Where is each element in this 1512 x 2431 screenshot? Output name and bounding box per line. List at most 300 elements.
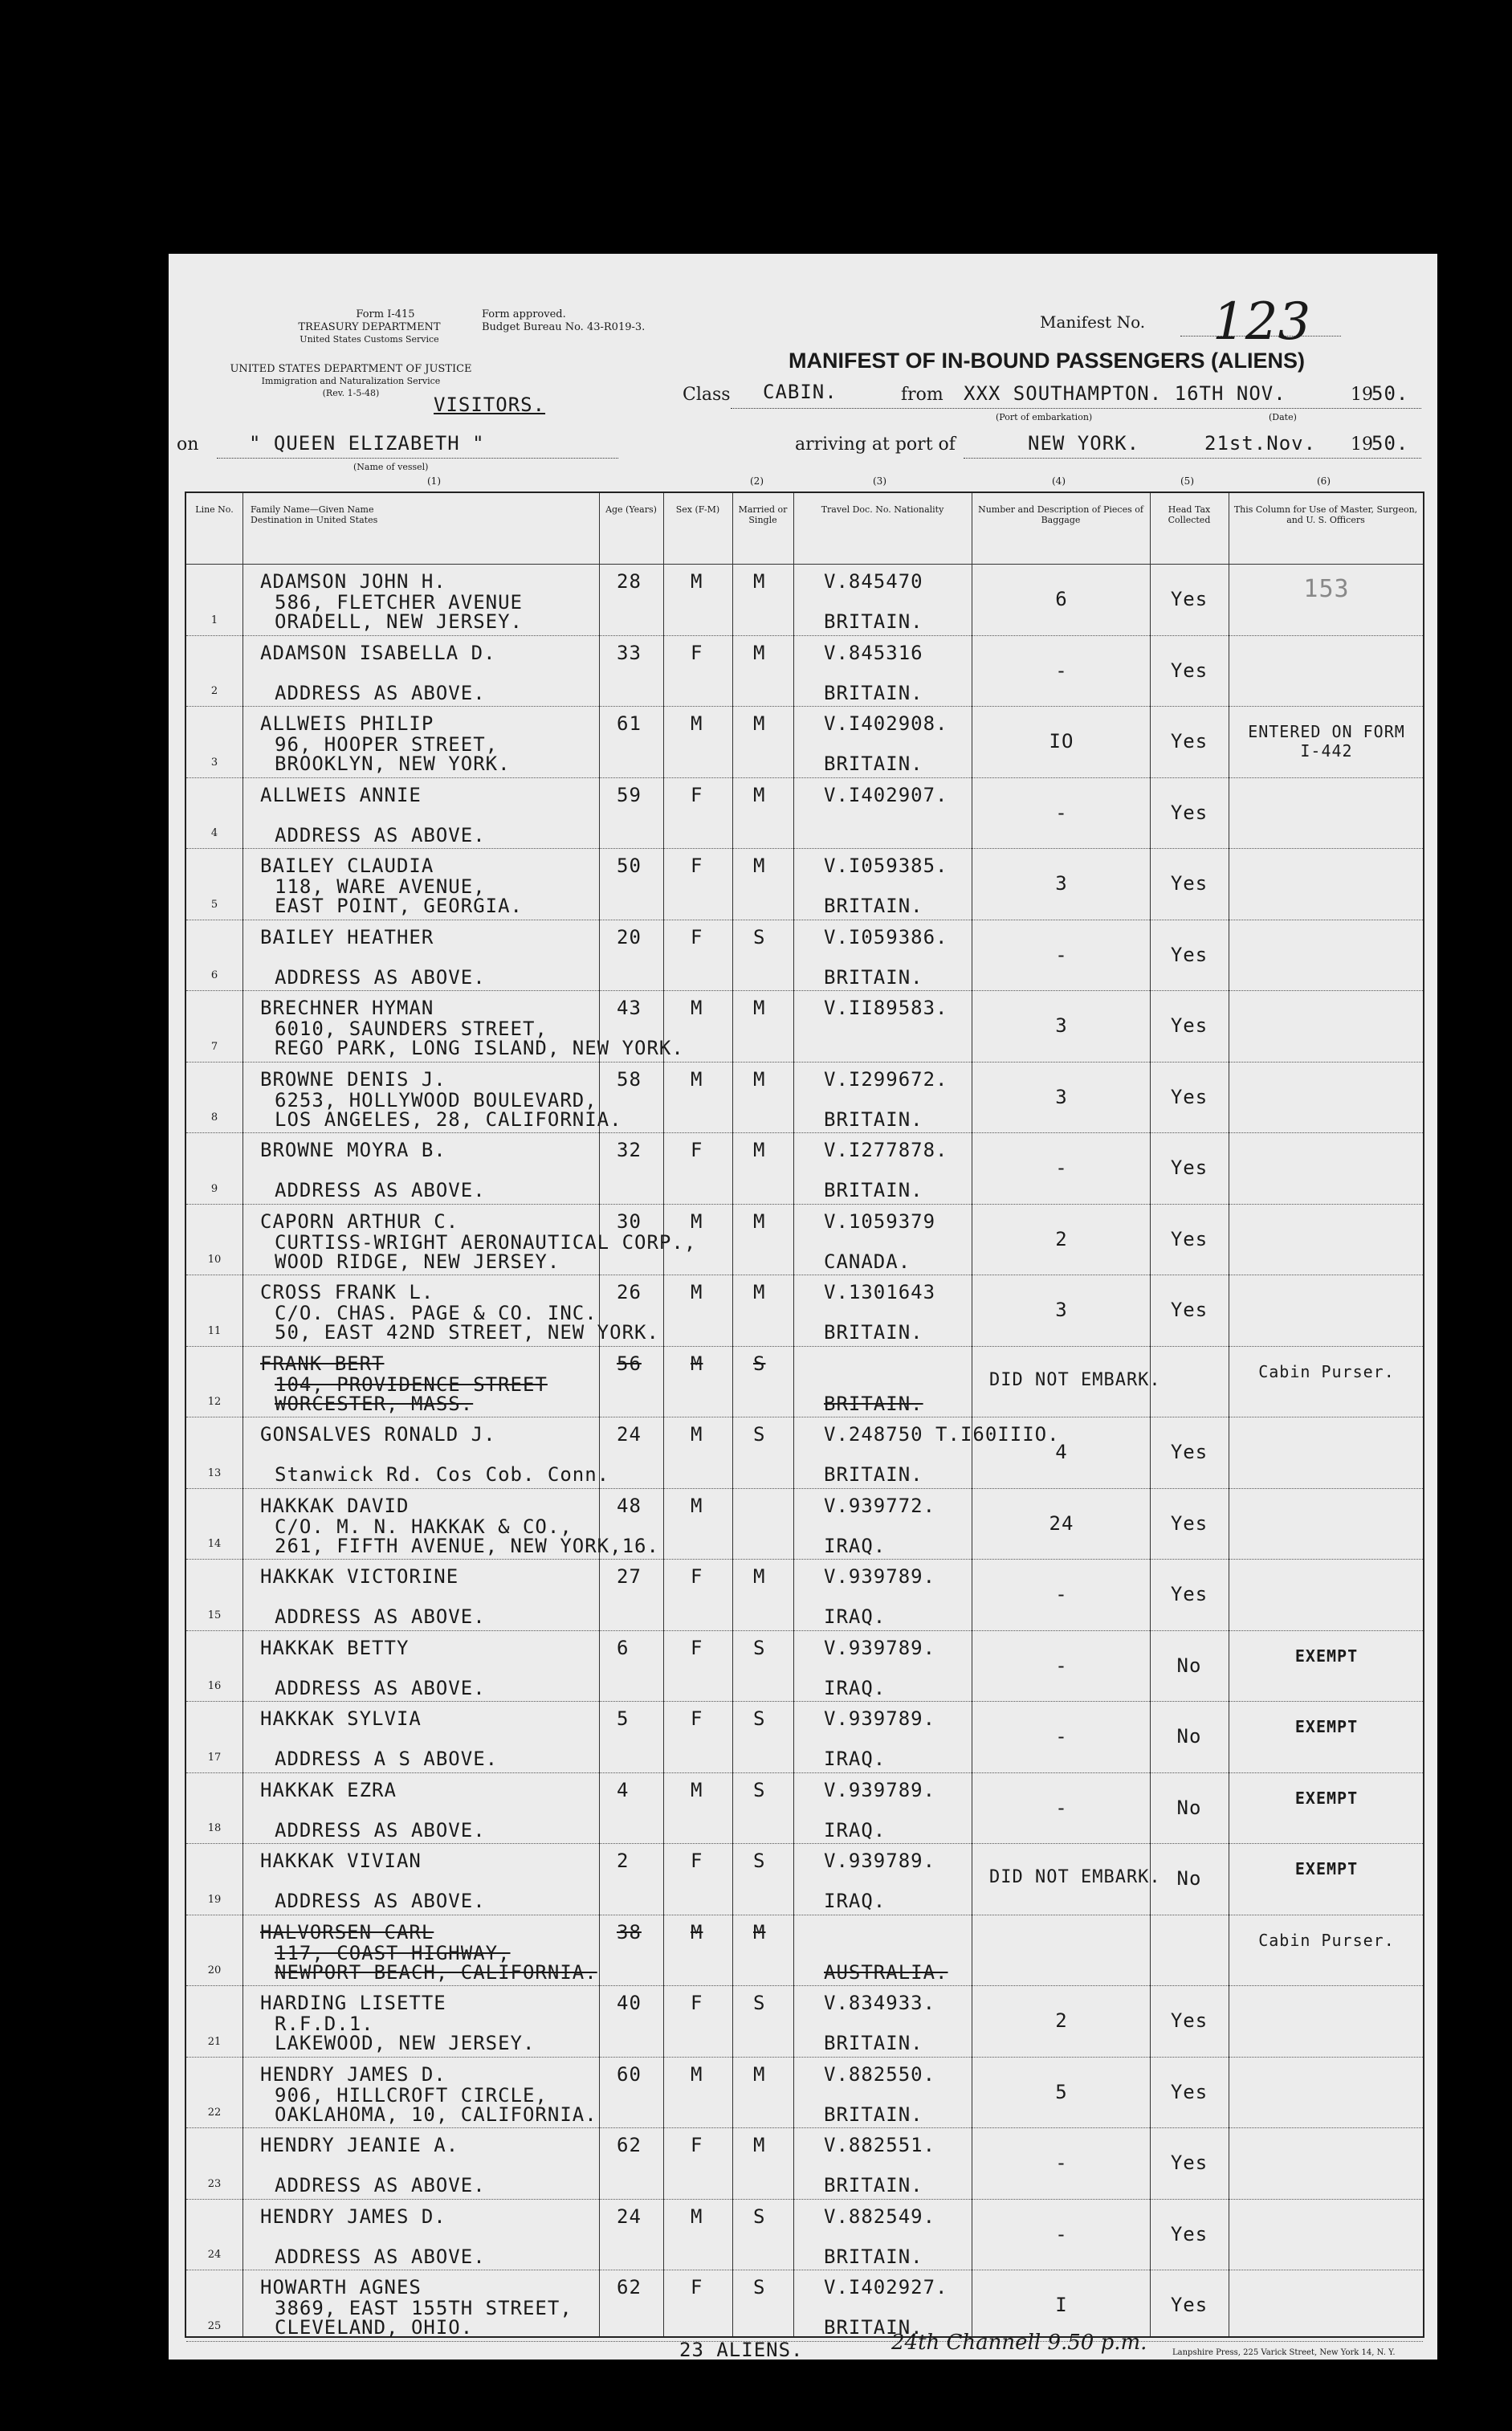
baggage-value: 4 [1055, 1441, 1068, 1463]
class-label: Class [683, 385, 731, 405]
officer-note: EXEMPT [1294, 1717, 1359, 1736]
table-row [186, 990, 1423, 1062]
handwritten-bottom-note: 24th Channell 9.50 p.m. [891, 2331, 1147, 2355]
passenger-name: ALLWEIS PHILIP [260, 712, 434, 735]
head-tax: No [1176, 1867, 1202, 1890]
head-tax: Yes [1170, 1156, 1208, 1179]
sex-value: F [691, 2276, 703, 2298]
sex-value: F [691, 1565, 703, 1588]
passenger-name: ADAMSON ISABELLA D. [260, 641, 496, 664]
sex-value: F [691, 855, 703, 877]
age-value: 24 [617, 2205, 642, 2228]
col-tax: Head Tax Collected [1168, 504, 1211, 525]
address-line2: ADDRESS AS ABOVE. [275, 681, 486, 704]
nationality: BRITAIN. [824, 1179, 923, 1201]
col-age: Age (Years) [605, 504, 657, 515]
officer-note: 153 [1303, 575, 1350, 603]
baggage-value: 3 [1055, 1014, 1068, 1037]
address-line2: ADDRESS A S ABOVE. [275, 1748, 499, 1770]
line-number: 21 [207, 2035, 222, 2048]
marital-status: M [753, 641, 766, 664]
head-tax: Yes [1170, 1227, 1208, 1250]
head-tax: Yes [1170, 1014, 1208, 1037]
baggage-value: 24 [1049, 1511, 1074, 1535]
dept-ins: Immigration and Naturalization Service [261, 376, 441, 386]
nationality: BRITAIN. [824, 610, 923, 633]
officer-note: EXEMPT [1294, 1859, 1359, 1878]
address-line2: ADDRESS AS ABOVE. [275, 1818, 486, 1842]
table-row [186, 1062, 1423, 1133]
head-tax: No [1176, 1796, 1202, 1819]
age-value: 6 [617, 1636, 630, 1659]
address-line1: 118, WARE AVENUE, [275, 875, 486, 898]
nationality: BRITAIN. [824, 895, 923, 917]
marital-status: M [753, 2134, 766, 2156]
travel-doc: V.I277878. [824, 1139, 948, 1161]
marital-status: S [753, 1707, 766, 1730]
nationality: BRITAIN. [824, 2032, 923, 2054]
table-row [186, 1204, 1423, 1275]
baggage-value: - [1055, 2222, 1068, 2245]
address-line2: REGO PARK, LONG ISLAND, NEW YORK. [275, 1037, 684, 1059]
passenger-table [185, 475, 1424, 2339]
baggage-value: - [1055, 1156, 1068, 1179]
head-tax: Yes [1170, 2080, 1208, 2103]
officer-note: Cabin Purser. [1258, 1930, 1395, 1950]
col-num: (4) [1052, 475, 1066, 487]
table-row [186, 2057, 1423, 2128]
head-tax: No [1176, 1654, 1202, 1677]
baggage-value: DID NOT EMBARK. [989, 1369, 1161, 1390]
baggage-value: - [1055, 943, 1068, 966]
marital-status: S [753, 925, 766, 948]
travel-doc: V.I059385. [824, 855, 948, 877]
age-value: 2 [617, 1850, 630, 1872]
passenger-name: BROWNE MOYRA B. [260, 1139, 446, 1161]
line-number: 13 [207, 1466, 222, 1479]
passenger-name: ADAMSON JOHN H. [260, 570, 446, 593]
col-num: (1) [427, 475, 441, 487]
travel-doc: V.248750 T.I60IIIO. [824, 1423, 1060, 1446]
col-sex: Sex (F-M) [675, 504, 720, 515]
baggage-value: 3 [1055, 872, 1068, 895]
passenger-name: FRANK BERT [260, 1352, 385, 1375]
address-line2: EAST POINT, GEORGIA. [275, 895, 523, 917]
age-value: 30 [617, 1209, 642, 1233]
line-number: 17 [207, 1751, 222, 1764]
passenger-name: HALVORSEN CARL [260, 1920, 434, 1944]
travel-doc: V.845470 [824, 570, 923, 593]
address-line1: 586, FLETCHER AVENUE [275, 591, 523, 614]
travel-doc: V.I402907. [824, 783, 948, 806]
passenger-name: HARDING LISETTE [260, 1992, 446, 2014]
baggage-value: - [1055, 1654, 1068, 1677]
vessel-label: (Name of vessel) [353, 462, 429, 472]
travel-doc: V.834933. [824, 1992, 936, 2014]
col-travel: Travel Doc. No. Nationality [821, 504, 944, 515]
age-value: 20 [617, 925, 642, 948]
line-number: 7 [210, 1040, 218, 1053]
marital-status: S [753, 1778, 766, 1801]
line-number: 14 [207, 1538, 222, 1550]
table-row [186, 564, 1423, 635]
marital-status: M [753, 855, 766, 877]
sex-value: F [691, 1139, 703, 1161]
sex-value: F [691, 1636, 703, 1659]
passenger-name: HAKKAK BETTY [260, 1636, 410, 1659]
address-line2: LOS ANGELES, 28, CALIFORNIA. [275, 1107, 622, 1131]
age-value: 40 [617, 1992, 642, 2014]
head-tax: Yes [1170, 730, 1208, 753]
passenger-name: HOWARTH AGNES [260, 2276, 422, 2298]
table-row [186, 920, 1423, 991]
age-value: 24 [617, 1423, 642, 1446]
line-number: 5 [210, 898, 218, 911]
dept-treasury: TREASURY DEPARTMENT [298, 321, 441, 333]
table-row [186, 635, 1423, 707]
col-num: (2) [750, 475, 764, 487]
sex-value: M [691, 712, 703, 735]
marital-status: S [753, 2276, 766, 2298]
line-number: 9 [210, 1182, 218, 1195]
line-number: 11 [207, 1324, 222, 1337]
table-row [186, 706, 1423, 777]
class-value: CABIN. [763, 381, 838, 403]
travel-doc: V.I059386. [824, 925, 948, 948]
nationality: BRITAIN. [824, 2174, 923, 2196]
dept-justice: UNITED STATES DEPARTMENT OF JUSTICE [230, 363, 472, 375]
nationality: BRITAIN. [824, 2245, 923, 2268]
total-aliens: 23 ALIENS. [679, 2339, 804, 2361]
col-num: (3) [873, 475, 886, 487]
line-number: 20 [207, 1964, 222, 1976]
baggage-value: - [1055, 2152, 1068, 2174]
address-line1: C/O. M. N. HAKKAK & CO., [275, 1515, 573, 1538]
travel-doc: V.882549. [824, 2205, 936, 2228]
address-line2: ADDRESS AS ABOVE. [275, 1890, 486, 1912]
marital-status: M [753, 1565, 766, 1588]
head-tax: Yes [1170, 588, 1208, 610]
line-number: 4 [210, 827, 218, 839]
printer-imprint: Lanpshire Press, 225 Varick Street, New York 14, N. Y. [1172, 2348, 1396, 2357]
address-line2: ADDRESS AS ABOVE. [275, 1179, 486, 1201]
marital-status: M [753, 2062, 766, 2086]
baggage-value: 5 [1055, 2080, 1068, 2103]
address-line2: ADDRESS AS ABOVE. [275, 1605, 486, 1628]
nationality: IRAQ. [824, 1748, 886, 1770]
age-value: 62 [617, 2134, 642, 2156]
nationality: CANADA. [824, 1250, 911, 1273]
travel-doc: V.939789. [824, 1707, 936, 1730]
marital-status: M [753, 570, 766, 593]
officer-note: EXEMPT [1294, 1646, 1359, 1666]
age-value: 60 [617, 2062, 642, 2086]
baggage-value: - [1055, 659, 1068, 682]
col-line: Line No. [195, 504, 234, 515]
punch-hole [80, 969, 117, 1005]
line-number: 12 [207, 1396, 222, 1408]
embark-port-date: XXX SOUTHAMPTON. 16TH NOV. [964, 382, 1286, 405]
address-line2: WOOD RIDGE, NEW JERSEY. [275, 1250, 560, 1273]
head-tax: Yes [1170, 872, 1208, 895]
table-row [186, 1630, 1423, 1702]
head-tax: Yes [1170, 801, 1208, 824]
head-tax: Yes [1170, 2222, 1208, 2245]
sex-value: M [691, 2062, 703, 2086]
baggage-value: - [1055, 1583, 1068, 1605]
passenger-name: BRECHNER HYMAN [260, 997, 434, 1019]
marital-status: M [753, 783, 766, 806]
baggage-value: - [1055, 1725, 1068, 1748]
address-line2: Stanwick Rd. Cos Cob. Conn. [275, 1463, 610, 1486]
address-line1: 6010, SAUNDERS STREET, [275, 1018, 548, 1040]
baggage-value: I [1055, 2294, 1068, 2316]
punch-hole [80, 1434, 117, 1471]
address-line1: 906, HILLCROFT CIRCLE, [275, 2083, 548, 2107]
address-line1: CURTISS-WRIGHT AERONAUTICAL CORP., [275, 1230, 697, 1254]
address-line2: LAKEWOOD, NEW JERSEY. [275, 2032, 536, 2054]
table-row [186, 1488, 1423, 1560]
travel-doc: V.I299672. [824, 1067, 948, 1091]
address-line2: 50, EAST 42ND STREET, NEW YORK. [275, 1321, 659, 1344]
age-value: 56 [617, 1352, 642, 1375]
address-line2: ADDRESS AS ABOVE. [275, 823, 486, 846]
passenger-name: HENDRY JAMES D. [260, 2062, 446, 2086]
passenger-name: HAKKAK VIVIAN [260, 1850, 422, 1872]
age-value: 4 [617, 1778, 630, 1801]
table-row [186, 2270, 1423, 2341]
baggage-value: 3 [1055, 1085, 1068, 1108]
arrival-port: NEW YORK. [1028, 432, 1140, 455]
sex-value: F [691, 783, 703, 806]
baggage-value: DID NOT EMBARK. [989, 1867, 1161, 1887]
address-line2: ORADELL, NEW JERSEY. [275, 610, 523, 633]
table-row [186, 2199, 1423, 2270]
nationality: BRITAIN. [824, 1107, 923, 1131]
line-number: 19 [207, 1893, 222, 1906]
nationality: IRAQ. [824, 1605, 886, 1628]
age-value: 43 [617, 997, 642, 1019]
officer-note: ENTERED ON FORM I-442 [1248, 722, 1405, 761]
nationality: BRITAIN. [824, 681, 923, 704]
head-tax: Yes [1170, 943, 1208, 966]
table-row [186, 1132, 1423, 1204]
baggage-value: 2 [1055, 2009, 1068, 2032]
punch-hole [80, 2101, 117, 2138]
nationality: IRAQ. [824, 1890, 886, 1912]
age-value: 32 [617, 1139, 642, 1161]
sex-value: M [691, 1778, 703, 1801]
nationality: IRAQ. [824, 1676, 886, 1699]
arriving-label: arriving at port of [795, 434, 956, 455]
sex-value: F [691, 1992, 703, 2014]
address-line2: ADDRESS AS ABOVE. [275, 1676, 486, 1699]
sex-value: M [691, 1423, 703, 1446]
arrival-year: 50. [1371, 432, 1409, 455]
sex-value: M [691, 2205, 703, 2228]
address-line2: OAKLAHOMA, 10, CALIFORNIA. [275, 2103, 597, 2126]
manifest-sheet [169, 254, 1437, 2360]
sex-value: M [691, 1494, 703, 1517]
sex-value: F [691, 2134, 703, 2156]
address-line2: CLEVELAND, OHIO. [275, 2316, 474, 2339]
travel-doc: V.939789. [824, 1565, 936, 1588]
nationality: IRAQ. [824, 1534, 886, 1557]
head-tax: Yes [1170, 1441, 1208, 1463]
address-line1: 104, PROVIDENCE STREET [275, 1373, 548, 1396]
nationality: BRITAIN. [824, 2316, 923, 2339]
nationality: BRITAIN. [824, 1463, 923, 1486]
travel-doc: V.882551. [824, 2134, 936, 2156]
officer-note: EXEMPT [1294, 1788, 1359, 1808]
baggage-value: IO [1049, 730, 1074, 753]
address-line2: NEWPORT BEACH, CALIFORNIA. [275, 1960, 597, 1984]
age-value: 58 [617, 1067, 642, 1091]
nationality: BRITAIN. [824, 1392, 923, 1415]
address-line2: WORCESTER, MASS. [275, 1392, 474, 1415]
table-row [186, 1915, 1423, 1986]
dept-customs: United States Customs Service [300, 334, 439, 345]
table-row [186, 1701, 1423, 1772]
punch-hole [80, 1900, 117, 1937]
vessel-name: " QUEEN ELIZABETH " [249, 432, 485, 455]
age-value: 26 [617, 1281, 642, 1303]
line-number: 16 [207, 1680, 222, 1692]
passenger-name: CAPORN ARTHUR C. [260, 1209, 459, 1233]
on-label: on [177, 434, 199, 455]
sex-value: M [691, 1209, 703, 1233]
address-line1: C/O. CHAS. PAGE & CO. INC. [275, 1302, 597, 1324]
line-number: 24 [207, 2249, 222, 2261]
sex-value: M [691, 997, 703, 1019]
baggage-value: 6 [1055, 588, 1068, 610]
line-number: 1 [210, 614, 218, 626]
head-tax: Yes [1170, 2152, 1208, 2174]
line-number: 25 [207, 2319, 222, 2332]
sex-value: F [691, 641, 703, 664]
date-label: (Date) [1269, 412, 1297, 422]
baggage-value: 2 [1055, 1227, 1068, 1250]
passenger-name: HAKKAK EZRA [260, 1778, 397, 1801]
address-line2: ADDRESS AS ABOVE. [275, 2174, 486, 2196]
manifest-number: 123 [1212, 292, 1311, 352]
address-line1: 6253, HOLLYWOOD BOULEVARD, [275, 1088, 597, 1111]
page-title: MANIFEST OF IN-BOUND PASSENGERS (ALIENS) [789, 349, 1306, 373]
table-row [186, 1417, 1423, 1488]
marital-status: S [753, 1423, 766, 1446]
sex-value: M [691, 1920, 703, 1944]
travel-doc: V.I402927. [824, 2276, 948, 2298]
col-num: (6) [1317, 475, 1331, 487]
passenger-name: HAKKAK DAVID [260, 1494, 410, 1517]
year-prefix: 19 [1351, 434, 1373, 455]
passenger-name: HENDRY JAMES D. [260, 2205, 446, 2228]
nationality: BRITAIN. [824, 1321, 923, 1344]
table-row [186, 848, 1423, 920]
sex-value: M [691, 1067, 703, 1091]
year-prefix: 19 [1351, 385, 1373, 405]
nationality: BRITAIN. [824, 965, 923, 989]
head-tax: Yes [1170, 659, 1208, 682]
arrival-date: 21st.Nov. [1204, 432, 1317, 455]
table-row [186, 1772, 1423, 1844]
age-value: 59 [617, 783, 642, 806]
punch-hole [80, 463, 117, 500]
nationality: AUSTRALIA. [824, 1960, 948, 1984]
port-embark-label: (Port of embarkation) [996, 412, 1093, 422]
travel-doc: V.1059379 [824, 1209, 936, 1233]
passenger-name: ALLWEIS ANNIE [260, 783, 422, 806]
sex-value: F [691, 925, 703, 948]
passenger-name: BAILEY CLAUDIA [260, 855, 434, 877]
col-married: Married or Single [738, 504, 788, 525]
age-value: 28 [617, 570, 642, 593]
line-number: 23 [207, 2177, 222, 2190]
table-row [186, 1843, 1423, 1915]
line-number: 10 [207, 1254, 222, 1266]
marital-status: S [753, 1850, 766, 1872]
age-value: 50 [617, 855, 642, 877]
table-row [186, 2127, 1423, 2199]
passenger-name: GONSALVES RONALD J. [260, 1423, 496, 1446]
travel-doc: V.939789. [824, 1850, 936, 1872]
sex-value: M [691, 570, 703, 593]
address-line2: ADDRESS AS ABOVE. [275, 965, 486, 989]
head-tax: Yes [1170, 1511, 1208, 1535]
baggage-value: 3 [1055, 1299, 1068, 1321]
travel-doc: V.939789. [824, 1778, 936, 1801]
passenger-name: CROSS FRANK L. [260, 1281, 434, 1303]
travel-doc: V.1301643 [824, 1281, 936, 1303]
table-row [186, 1985, 1423, 2057]
address-line2: BROOKLYN, NEW YORK. [275, 753, 511, 775]
line-number: 18 [207, 1822, 222, 1834]
address-line1: 117, COAST HIGHWAY, [275, 1941, 511, 1964]
budget-number: Budget Bureau No. 43-R019-3. [482, 321, 646, 333]
sex-value: M [691, 1281, 703, 1303]
line-number: 3 [210, 756, 218, 769]
line-number: 6 [210, 969, 218, 981]
baggage-value: - [1055, 801, 1068, 824]
table-row [186, 777, 1423, 849]
manifest-label: Manifest No. [1040, 312, 1146, 332]
age-value: 27 [617, 1565, 642, 1588]
table-row [186, 1559, 1423, 1630]
passenger-name: HENDRY JEANIE A. [260, 2134, 459, 2156]
marital-status: M [753, 712, 766, 735]
sex-value: M [691, 1352, 703, 1375]
embark-year: 50. [1371, 382, 1409, 405]
line-number: 22 [207, 2107, 222, 2119]
marital-status: M [753, 1067, 766, 1091]
marital-status: S [753, 1636, 766, 1659]
table-row [186, 1346, 1423, 1417]
sex-value: F [691, 1707, 703, 1730]
head-tax: Yes [1170, 1583, 1208, 1605]
from-label: from [901, 385, 943, 405]
marital-status: S [753, 1992, 766, 2014]
marital-status: M [753, 997, 766, 1019]
address-line1: 96, HOOPER STREET, [275, 733, 499, 756]
travel-doc: V.II89583. [824, 997, 948, 1019]
passenger-name: BAILEY HEATHER [260, 925, 434, 948]
address-line2: 261, FIFTH AVENUE, NEW YORK,16. [275, 1534, 659, 1557]
col-num: (5) [1180, 475, 1194, 487]
passenger-name: HAKKAK VICTORINE [260, 1565, 459, 1588]
age-value: 33 [617, 641, 642, 664]
line-number: 8 [210, 1111, 218, 1124]
nationality: BRITAIN. [824, 2103, 923, 2126]
